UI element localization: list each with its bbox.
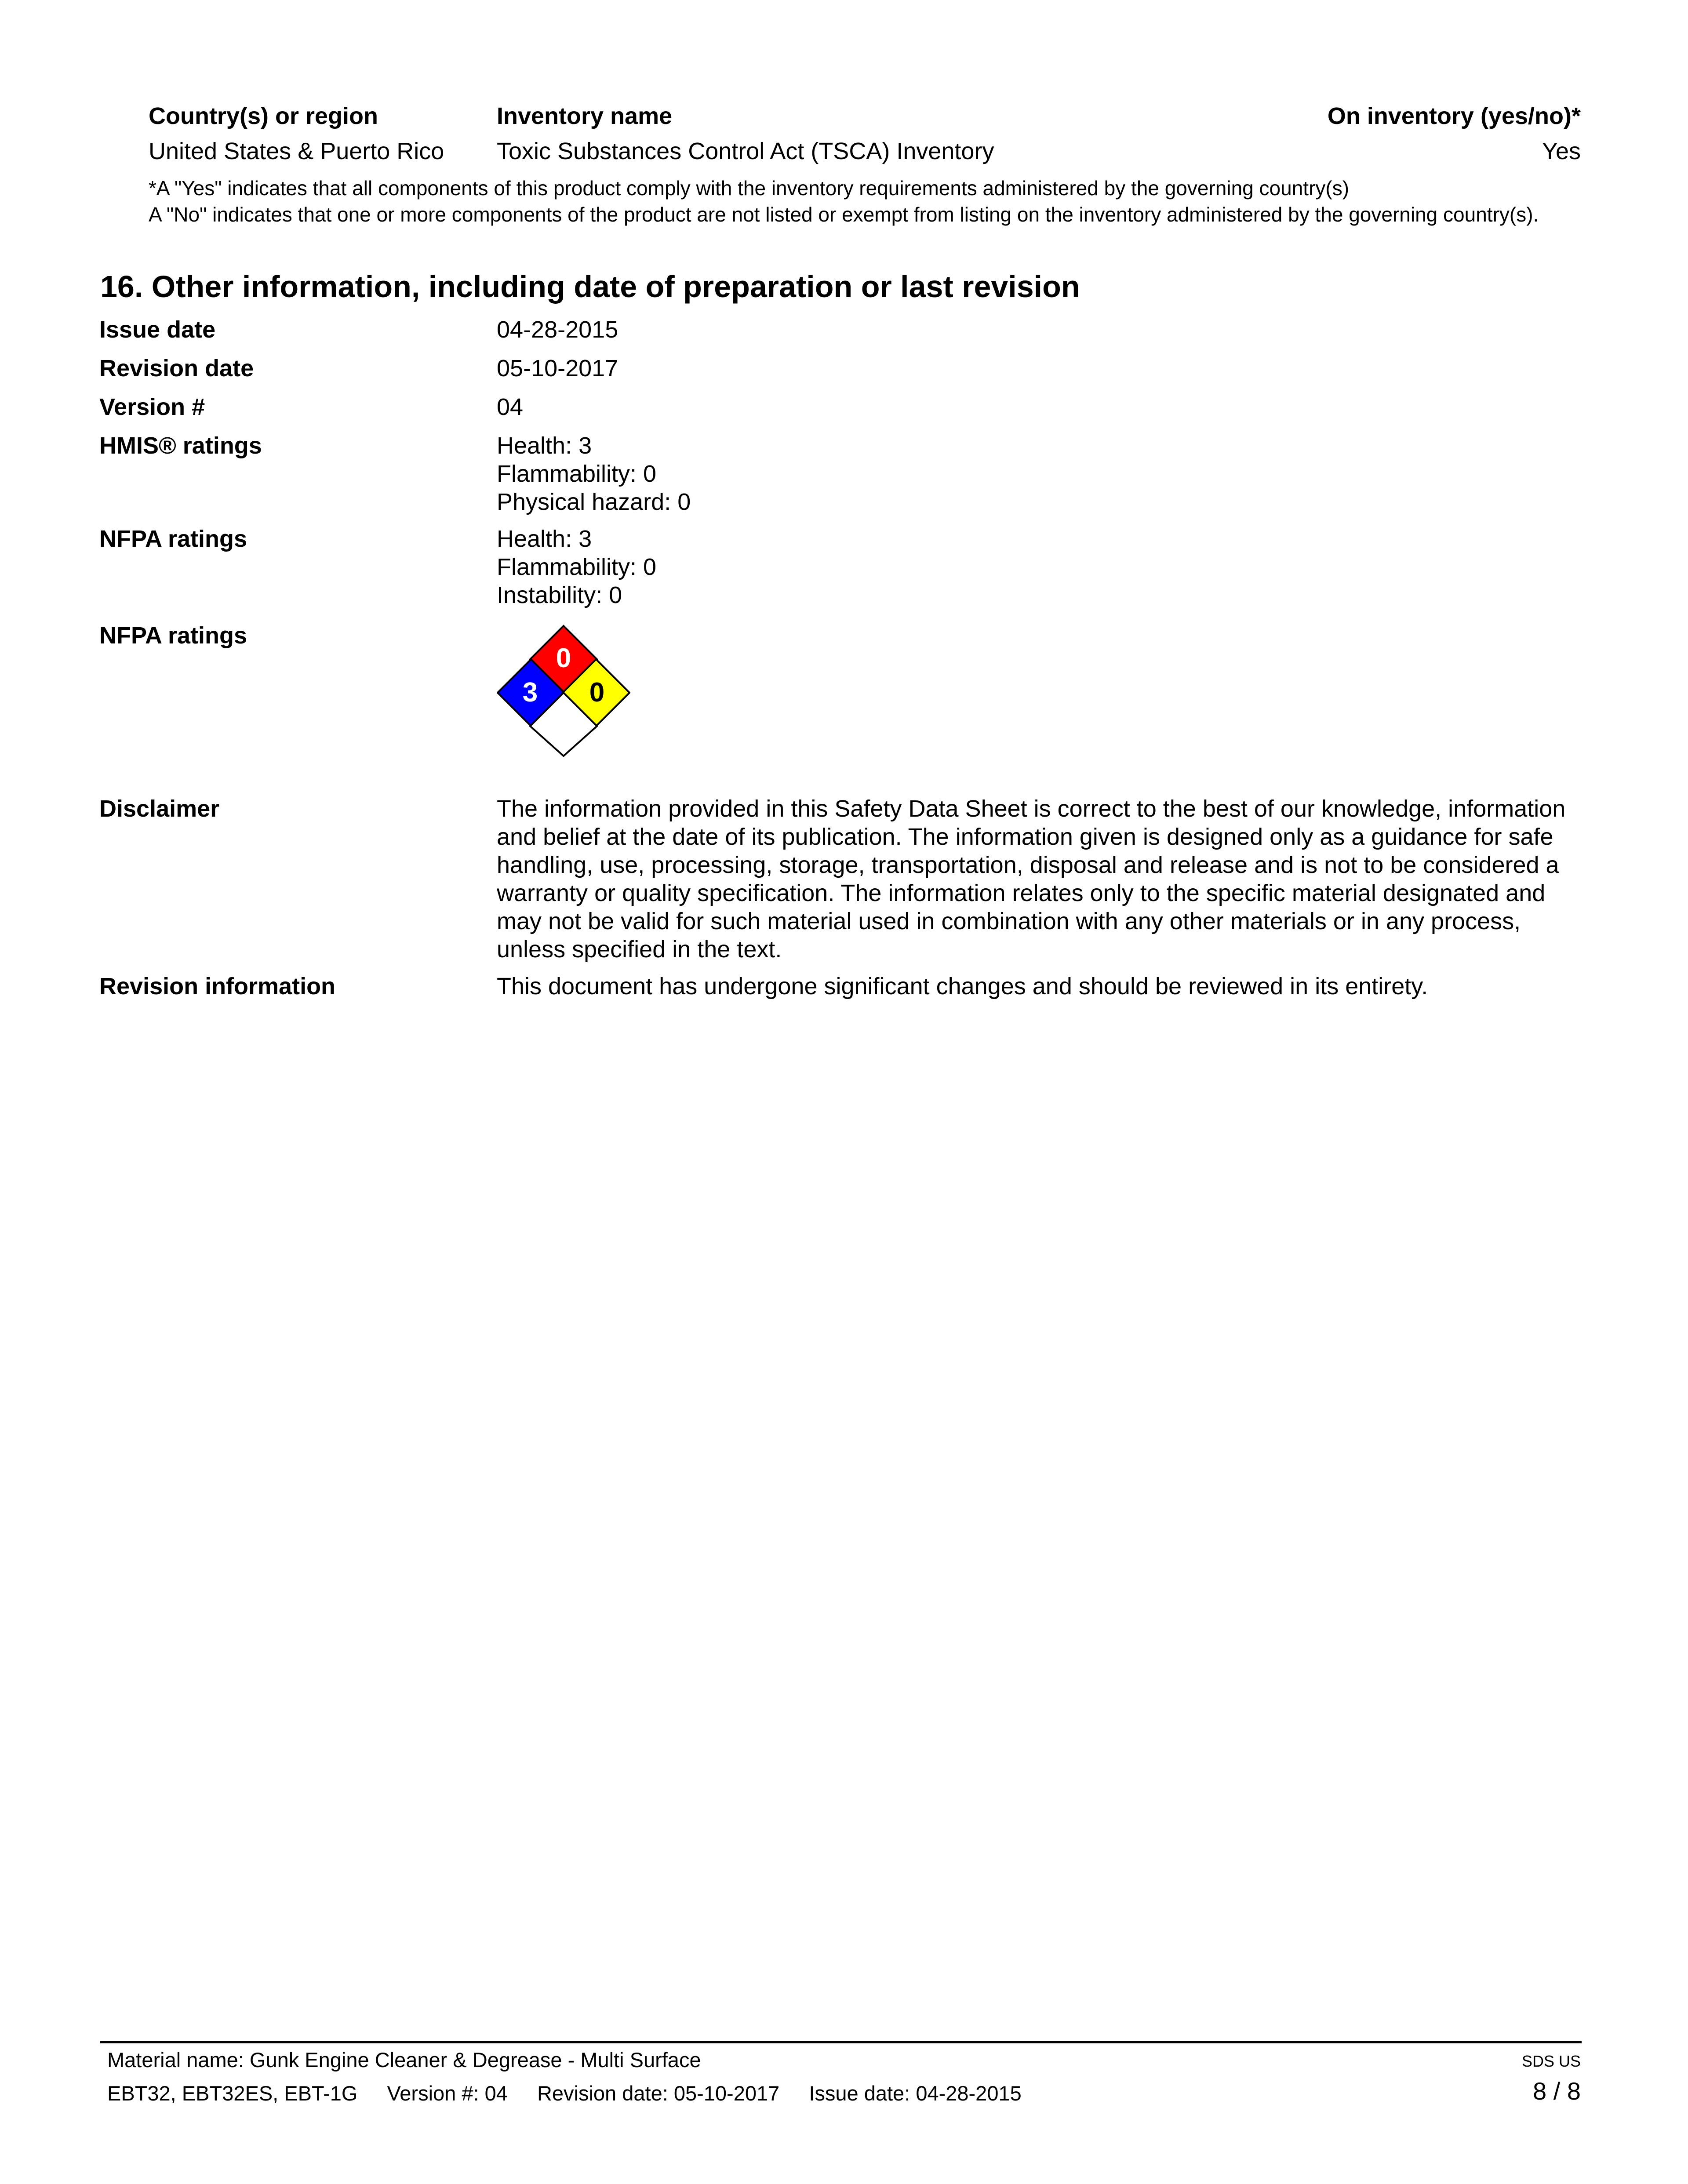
inventory-note-yes: *A "Yes" indicates that all components of this product comply with the inventory requirements administered by the governing country(s) xyxy=(149,177,1350,200)
footer-revision-date: Revision date: 05-10-2017 xyxy=(537,2082,780,2105)
footer-sds-region: SDS US xyxy=(1521,2052,1581,2070)
footer-divider xyxy=(100,2041,1582,2043)
version-label: Version # xyxy=(99,394,205,420)
issue-date-value: 04-28-2015 xyxy=(497,316,618,343)
revision-information-label: Revision information xyxy=(99,973,336,999)
section-title: 16. Other information, including date of preparation or last revision xyxy=(100,269,1080,304)
inventory-note-no: A "No" indicates that one or more components of the product are not listed or exempt from listing on the inventory administered by the governing country(s). xyxy=(149,203,1539,226)
hmis-flammability: Flammability: 0 xyxy=(497,461,657,487)
nfpa-flammability-number: 0 xyxy=(556,643,571,673)
nfpa-diamond-label: NFPA ratings xyxy=(99,622,247,649)
nfpa-health-number: 3 xyxy=(522,677,538,708)
footer-page-number: 8 / 8 xyxy=(1533,2077,1581,2105)
inventory-on-inventory: Yes xyxy=(1542,138,1581,164)
nfpa-instability: Instability: 0 xyxy=(497,582,622,608)
version-value: 04 xyxy=(497,394,524,420)
inventory-header-on-inventory: On inventory (yes/no)* xyxy=(1327,103,1581,129)
footer-issue-date: Issue date: 04-28-2015 xyxy=(809,2082,1022,2105)
footer-product-codes: EBT32, EBT32ES, EBT-1G xyxy=(107,2082,358,2105)
nfpa-diamond xyxy=(497,624,630,758)
revision-information-text: This document has undergone significant changes and should be reviewed in its entirety. xyxy=(497,973,1428,999)
revision-date-value: 05-10-2017 xyxy=(497,355,618,382)
issue-date-label: Issue date xyxy=(99,316,216,343)
hmis-label: HMIS® ratings xyxy=(99,432,262,459)
inventory-country: United States & Puerto Rico xyxy=(149,138,444,164)
nfpa-label: NFPA ratings xyxy=(99,526,247,552)
hmis-health: Health: 3 xyxy=(497,432,592,459)
inventory-name: Toxic Substances Control Act (TSCA) Inventory xyxy=(497,138,994,164)
disclaimer-label: Disclaimer xyxy=(99,796,220,822)
hmis-values xyxy=(497,432,691,516)
footer-details xyxy=(107,2081,1045,2106)
footer-material-name: Material name: Gunk Engine Cleaner & Degrease - Multi Surface xyxy=(107,2048,701,2071)
nfpa-values xyxy=(497,525,656,609)
nfpa-instability-number: 0 xyxy=(589,677,605,708)
inventory-header-name: Inventory name xyxy=(497,103,673,129)
nfpa-flammability: Flammability: 0 xyxy=(497,554,657,580)
disclaimer-text: The information provided in this Safety Data Sheet is correct to the best of our knowledge, information and belief at the date of its publication. The information given is designed only as a guidance for safe handling, use, processing, storage, transportation, disposal and release and is not to be considered a warranty or quality specification. The information relates only to the specific material designated and may not be valid for such material used in combination with any other materials or in any process, unless specified in the text. xyxy=(497,796,1566,963)
revision-date-label: Revision date xyxy=(99,355,254,382)
hmis-physical-hazard: Physical hazard: 0 xyxy=(497,489,691,515)
footer-version: Version #: 04 xyxy=(387,2082,508,2105)
nfpa-health: Health: 3 xyxy=(497,526,592,552)
inventory-header-country: Country(s) or region xyxy=(149,103,378,129)
